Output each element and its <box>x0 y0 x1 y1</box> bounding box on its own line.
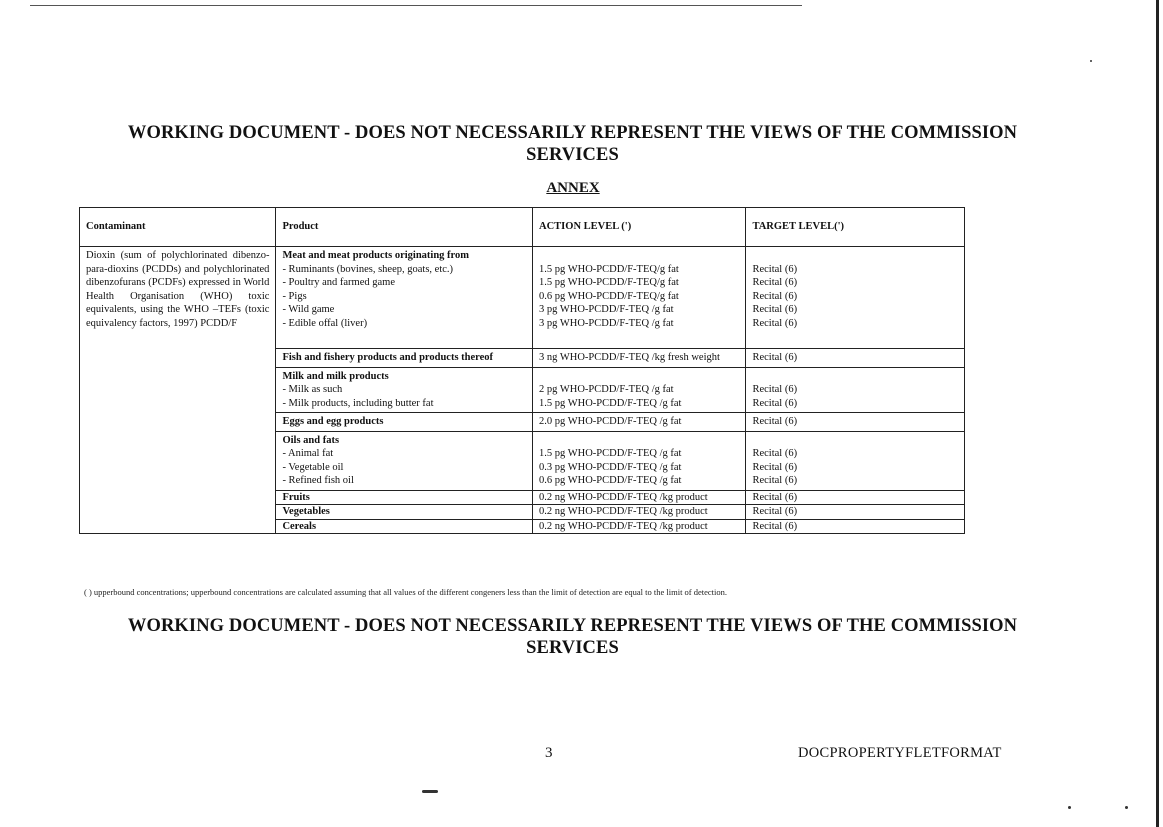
action-level-cell <box>533 367 746 413</box>
product-item: - Ruminants (bovines, sheep, goats, etc.) <box>282 263 454 275</box>
target-level-value: Recital (6) <box>752 384 798 395</box>
target-level-cell <box>746 247 965 349</box>
action-level-cell <box>533 349 746 368</box>
action-level-value: 0.3 pg WHO-PCDD/F-TEQ /g fat <box>539 461 682 473</box>
product-item: - Pigs <box>282 290 307 302</box>
product-cell <box>276 349 533 368</box>
table-body <box>80 247 965 534</box>
action-level-value: 2 pg WHO-PCDD/F-TEQ /g fat <box>539 384 674 395</box>
product-item: - Edible offal (liver) <box>282 317 368 329</box>
action-level-value: 3 ng WHO-PCDD/F-TEQ /kg fresh weight <box>539 352 720 363</box>
target-level-cell: Recital (6) <box>746 505 965 520</box>
scan-speck <box>1090 60 1092 62</box>
footnote: ( ) upperbound concentrations; upperbound concentrations are calculated assuming that all values of the different congeners less than the limit of detection are equal to the limit of detection. <box>84 587 728 597</box>
product-item: - Vegetable oil <box>282 461 344 473</box>
col-header-product: Product <box>276 208 533 247</box>
scan-smudge <box>422 790 438 793</box>
target-level-value: Recital (6) <box>752 448 798 459</box>
product-group-title: Oils and fats <box>282 434 340 446</box>
product-cell: Fruits <box>276 490 533 505</box>
product-group-title: Eggs and egg products <box>282 416 384 427</box>
target-level-cell <box>746 431 965 490</box>
product-item: - Milk products, including butter fat <box>282 397 434 409</box>
target-level-value: Recital (6) <box>752 416 798 427</box>
scan-speck <box>1068 806 1071 809</box>
target-level-value: Recital (6) <box>752 475 798 486</box>
action-level-cell: 0.2 ng WHO-PCDD/F-TEQ /kg product <box>533 519 746 534</box>
product-item: - Refined fish oil <box>282 475 354 486</box>
target-level-value: Recital (6) <box>752 277 798 288</box>
col-header-contaminant: Contaminant <box>80 208 276 247</box>
target-level-value: Recital (6) <box>752 317 798 329</box>
scan-edge <box>1156 0 1159 827</box>
target-level-value: Recital (6) <box>752 290 798 302</box>
product-group-title: Meat and meat products originating from <box>282 250 469 261</box>
action-level-value: 1.5 pg WHO-PCDD/F-TEQ /g fat <box>539 397 682 409</box>
product-group-title: Milk and milk products <box>282 370 389 382</box>
action-level-value: 3 pg WHO-PCDD/F-TEQ /g fat <box>539 304 674 315</box>
target-level-value: Recital (6) <box>752 461 798 473</box>
col-header-action-level: ACTION LEVEL (') <box>533 208 746 247</box>
scan-speck <box>1125 806 1128 809</box>
annex-title: ANNEX <box>546 180 600 196</box>
table-row <box>80 247 965 349</box>
action-level-cell: 0.2 ng WHO-PCDD/F-TEQ /kg product <box>533 505 746 520</box>
header-line-1: WORKING DOCUMENT - DOES NOT NECESSARILY REPRESENT THE VIEWS OF THE COMMISSION <box>127 123 1018 143</box>
action-level-value: 2.0 pg WHO-PCDD/F-TEQ /g fat <box>539 416 682 427</box>
action-level-cell <box>533 247 746 349</box>
target-level-value: Recital (6) <box>752 352 798 363</box>
header-disclaimer <box>100 122 1045 166</box>
action-level-value: 0.6 pg WHO-PCDD/F-TEQ /g fat <box>539 475 682 486</box>
product-item: - Poultry and farmed game <box>282 277 395 288</box>
product-cell <box>276 431 533 490</box>
doc-property-field: DOCPROPERTYFLETFORMAT <box>798 745 1002 761</box>
product-item: - Wild game <box>282 304 335 315</box>
target-level-cell <box>746 349 965 368</box>
action-level-value: 1.5 pg WHO-PCDD/F-TEQ/g fat <box>539 263 679 275</box>
target-level-cell: Recital (6) <box>746 519 965 534</box>
action-level-value: 3 pg WHO-PCDD/F-TEQ /g fat <box>539 317 674 329</box>
target-level-cell: Recital (6) <box>746 490 965 505</box>
product-item: - Animal fat <box>282 448 334 459</box>
target-level-cell <box>746 413 965 432</box>
action-level-cell <box>533 431 746 490</box>
product-cell: Cereals <box>276 519 533 534</box>
footer-line-2: SERVICES <box>526 638 619 658</box>
annex-table <box>79 207 965 534</box>
product-cell <box>276 413 533 432</box>
product-cell <box>276 247 533 349</box>
table-header-row <box>80 208 965 247</box>
page-number: 3 <box>545 745 553 761</box>
product-item: - Milk as such <box>282 384 343 395</box>
contaminant-cell: Dioxin (sum of polychlorinated dibenzo-para-dioxins (PCDDs) and polychlorinated dibenzofurans (PCDFs) expressed in World Health Organisation (WHO) toxic equivalents, using the WHO –TEFs (toxic equivalency factors, 1997) PCDD/F <box>80 247 276 534</box>
footer-line-1: WORKING DOCUMENT - DOES NOT NECESSARILY REPRESENT THE VIEWS OF THE COMMISSION <box>127 616 1018 636</box>
action-level-cell <box>533 413 746 432</box>
footer-disclaimer <box>100 615 1045 659</box>
action-level-value: 1.5 pg WHO-PCDD/F-TEQ/g fat <box>539 277 679 288</box>
product-group-title: Fish and fishery products and products thereof <box>282 352 494 363</box>
target-level-value: Recital (6) <box>752 304 798 315</box>
product-cell <box>276 367 533 413</box>
target-level-value: Recital (6) <box>752 397 798 409</box>
action-level-cell: 0.2 ng WHO-PCDD/F-TEQ /kg product <box>533 490 746 505</box>
col-header-target-level: TARGET LEVEL(') <box>746 208 965 247</box>
action-level-value: 1.5 pg WHO-PCDD/F-TEQ /g fat <box>539 448 682 459</box>
target-level-value: Recital (6) <box>752 263 798 275</box>
header-line-2: SERVICES <box>526 145 619 165</box>
action-level-value: 0.6 pg WHO-PCDD/F-TEQ/g fat <box>539 290 679 302</box>
product-cell: Vegetables <box>276 505 533 520</box>
top-rule <box>30 5 802 6</box>
target-level-cell <box>746 367 965 413</box>
